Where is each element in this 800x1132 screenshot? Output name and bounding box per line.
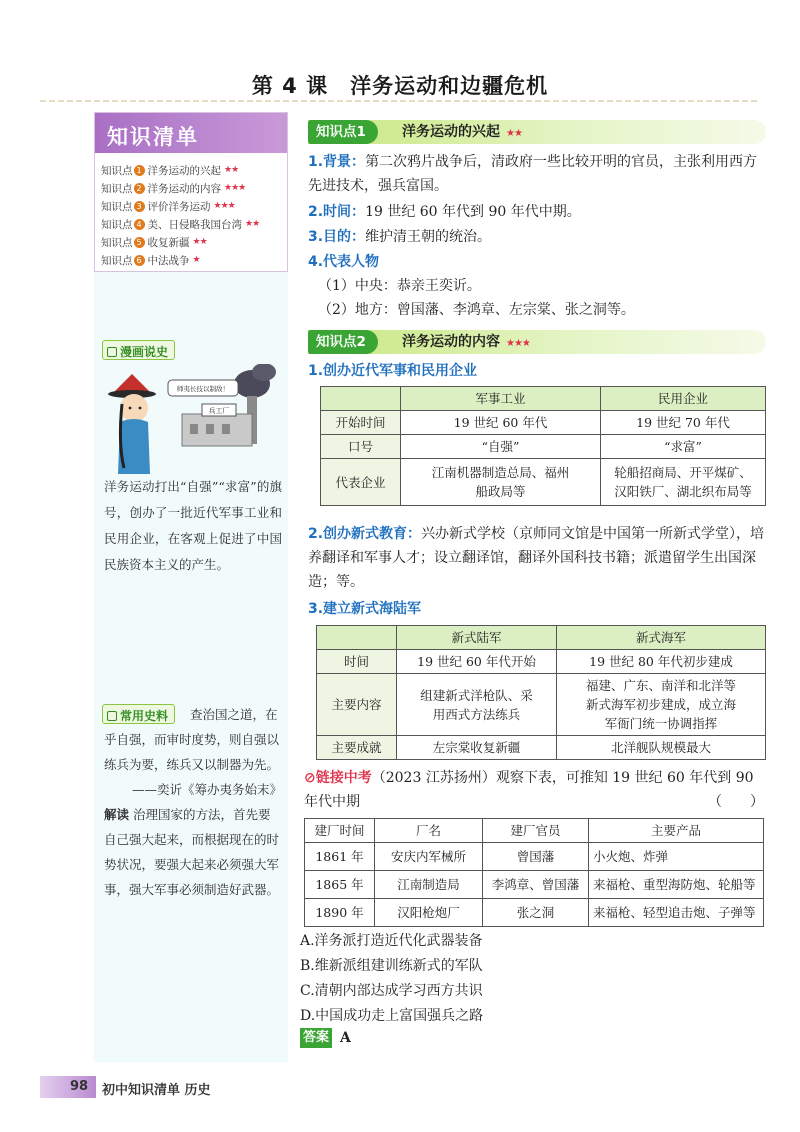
option-c[interactable]: C.清朝内部达成学习西方共识: [300, 983, 483, 999]
number-icon: 3: [134, 201, 145, 212]
number-icon: 5: [134, 237, 145, 248]
kp1-purpose: 3.目的：维护清王朝的统治。: [308, 229, 492, 245]
toc-item[interactable]: [101, 179, 285, 197]
table-header: 建厂时间: [305, 819, 375, 843]
star-rating-icon: ★★★: [213, 201, 235, 211]
table-cell: 福建、广东、南洋和北洋等新式海军初步建成，成立海军衙门统一协调指挥: [557, 674, 766, 736]
toc-item[interactable]: [101, 215, 285, 233]
comic-caption: 洋务运动打出“自强”“求富”的旗号，创办了一批近代军事工业和民用企业，在客观上促进了中国民族资本主义的产生。: [104, 479, 282, 572]
table-cell: 李鸿章、曾国藩: [483, 871, 589, 899]
table-cell: 1861 年: [305, 843, 375, 871]
exam-link-tag: ⊘链接中考: [304, 770, 372, 786]
table-row: [305, 843, 764, 871]
kp1-header: [308, 120, 766, 144]
table-row: [317, 674, 766, 736]
comic-illustration: [102, 364, 282, 474]
table-cell: 19 世纪 70 年代: [601, 411, 766, 435]
toc-prefix: 知识点: [101, 254, 133, 267]
kp1-figures: 4.代表人物: [308, 254, 380, 270]
speech-text: 师夷长技以制敌！: [177, 385, 229, 393]
toc-item[interactable]: [101, 233, 285, 251]
option-a[interactable]: A.洋务派打造近代化武器装备: [300, 933, 483, 949]
toc-prefix: 知识点: [101, 200, 133, 213]
title-divider: [40, 100, 760, 102]
table-cell: 汉阳枪炮厂: [375, 899, 483, 927]
toc-prefix: 知识点: [101, 236, 133, 249]
table-row: [317, 650, 766, 674]
table-cell: 江南制造局: [375, 871, 483, 899]
toc-item[interactable]: [101, 251, 285, 269]
star-rating-icon: ★★: [192, 237, 207, 247]
table-cell: 张之洞: [483, 899, 589, 927]
star-rating-icon: ★★: [245, 219, 260, 229]
knowledge-list: [101, 161, 285, 269]
comic-history-tag: [102, 340, 175, 360]
table-header: 军事工业: [401, 387, 601, 411]
document-icon: [107, 711, 117, 721]
table-cell: 19 世纪 80 年代初步建成: [557, 650, 766, 674]
source-quote: 查治国之道，在乎自强，而审时度势，则自强以练兵为要，练兵又以制器为先。: [104, 707, 280, 772]
source-citation: ——奕䜣《筹办夷务始末》: [131, 782, 282, 797]
kp2-title: 洋务运动的内容 ★★★: [402, 334, 530, 350]
table-cell: “求富”: [601, 435, 766, 459]
factory-sign: 兵工厂: [208, 407, 230, 415]
table-cell: 19 世纪 60 年代: [401, 411, 601, 435]
exam-question: [304, 766, 766, 814]
table-header: 建厂官员: [483, 819, 589, 843]
answer-value: A: [340, 1030, 351, 1046]
table-cell: 安庆内军械所: [375, 843, 483, 871]
table-header: 厂名: [375, 819, 483, 843]
number-icon: 6: [134, 255, 145, 266]
toc-text: 收复新疆: [147, 236, 190, 249]
number-icon: 1: [134, 165, 145, 176]
option-b[interactable]: B.维新派组建训练新式的军队: [300, 958, 483, 974]
table-cell: 主要成就: [317, 736, 397, 760]
book-title: 初中知识清单 历史: [102, 1083, 211, 1098]
comic-icon: [107, 347, 117, 357]
table-header: 民用企业: [601, 387, 766, 411]
toc-prefix: 知识点: [101, 182, 133, 195]
star-rating-icon: ★: [192, 255, 200, 265]
table-cell: 口号: [321, 435, 401, 459]
answer-blank: （ ）: [708, 794, 764, 810]
toc-text: 美、日侵略我国台湾: [147, 218, 242, 231]
link-icon: ⊘: [304, 770, 316, 786]
table-cell: 小火炮、炸弹: [589, 843, 764, 871]
page-title: 第 4 课 洋务运动和边疆危机: [251, 74, 549, 98]
star-rating-icon: ★★: [506, 128, 522, 139]
table-cell: 轮船招商局、开平煤矿、汉阳铁厂、湖北织布局等: [601, 459, 766, 506]
table-cell: 主要内容: [317, 674, 397, 736]
kp2-badge: 知识点2: [308, 330, 378, 354]
page-number: 98: [70, 1079, 89, 1094]
reading-text: 治理国家的方法，首先要自己强大起来，而根据现在的时势状况，要强大起来必须强大军事，强大军事必须制造好武器。: [104, 807, 280, 897]
star-rating-icon: ★★★: [506, 338, 530, 349]
toc-text: 中法战争: [147, 254, 190, 267]
table-row: [321, 411, 766, 435]
kp1-background: 1.背景：第二次鸦片战争后，清政府一些比较开明的官员，主张利用西方先进技术，强兵富国。: [308, 154, 758, 194]
common-source-tag: [102, 704, 175, 724]
knowledge-list-title: 知识清单: [95, 113, 287, 153]
toc-text: 洋务运动的内容: [147, 182, 221, 195]
kp2-education: 2.创办新式教育：兴办新式学校（京师同文馆是中国第一所新式学堂），培养翻译和军事人才；设立翻译馆，翻译外国科技书籍；派遣留学生出国深造；等。: [308, 526, 765, 590]
table-row: [317, 736, 766, 760]
arsenal-table: [304, 818, 764, 927]
table-header: 新式海军: [557, 626, 766, 650]
table-row: [305, 899, 764, 927]
table-cell: 左宗棠收复新疆: [397, 736, 557, 760]
enterprise-table: [320, 386, 766, 506]
star-rating-icon: ★★★: [224, 183, 246, 193]
kp1-local-figures: （2）地方：曾国藩、李鸿章、左宗棠、张之洞等。: [318, 302, 635, 318]
reading-label: 解读: [104, 807, 130, 822]
table-cell: 时间: [317, 650, 397, 674]
kp1-title: 洋务运动的兴起 ★★: [402, 124, 522, 140]
table-cell: 江南机器制造总局、福州船政局等: [401, 459, 601, 506]
star-rating-icon: ★★: [224, 165, 239, 175]
kp1-time: 2.时间：19 世纪 60 年代到 90 年代中期。: [308, 204, 581, 220]
kp2-sub3-heading: 3.建立新式海陆军: [308, 601, 422, 617]
table-header: [321, 387, 401, 411]
toc-prefix: 知识点: [101, 218, 133, 231]
table-cell: 来福枪、轻型追击炮、子弹等: [589, 899, 764, 927]
table-cell: 1890 年: [305, 899, 375, 927]
option-d[interactable]: D.中国成功走上富国强兵之路: [300, 1008, 484, 1024]
source-tag-label: 常用史料: [120, 709, 169, 723]
toc-item[interactable]: [101, 161, 285, 179]
table-cell: 组建新式洋枪队、采用西式方法练兵: [397, 674, 557, 736]
number-icon: 4: [134, 219, 145, 230]
table-header: 主要产品: [589, 819, 764, 843]
number-icon: 2: [134, 183, 145, 194]
table-cell: 来福枪、重型海防炮、轮船等: [589, 871, 764, 899]
kp2-sub1-heading: 1.创办近代军事和民用企业: [308, 363, 478, 379]
question-text: （2023 江苏扬州）观察下表，可推知 19 世纪 60 年代到 90 年代中期: [304, 770, 754, 810]
person-icon: [120, 394, 148, 422]
table-header: 新式陆军: [397, 626, 557, 650]
table-row: [321, 435, 766, 459]
table-row: [305, 871, 764, 899]
table-cell: 19 世纪 60 年代开始: [397, 650, 557, 674]
table-cell: 曾国藩: [483, 843, 589, 871]
table-cell: 1865 年: [305, 871, 375, 899]
kp2-header: [308, 330, 766, 354]
table-cell: “自强”: [401, 435, 601, 459]
answer-label: 答案: [300, 1028, 332, 1048]
table-cell: 开始时间: [321, 411, 401, 435]
toc-item[interactable]: [101, 197, 285, 215]
toc-text: 洋务运动的兴起: [147, 164, 221, 177]
comic-tag-label: 漫画说史: [120, 345, 169, 359]
toc-prefix: 知识点: [101, 164, 133, 177]
kp1-badge: 知识点1: [308, 120, 378, 144]
table-cell: 代表企业: [321, 459, 401, 506]
table-header: [317, 626, 397, 650]
military-table: [316, 625, 766, 760]
knowledge-list-box: [94, 112, 288, 272]
table-row: [321, 459, 766, 506]
toc-text: 评价洋务运动: [147, 200, 211, 213]
kp1-central-figure: （1）中央：恭亲王奕䜣。: [318, 278, 481, 294]
sidebar: [94, 112, 288, 1062]
table-cell: 北洋舰队规模最大: [557, 736, 766, 760]
historical-source: [104, 702, 282, 902]
